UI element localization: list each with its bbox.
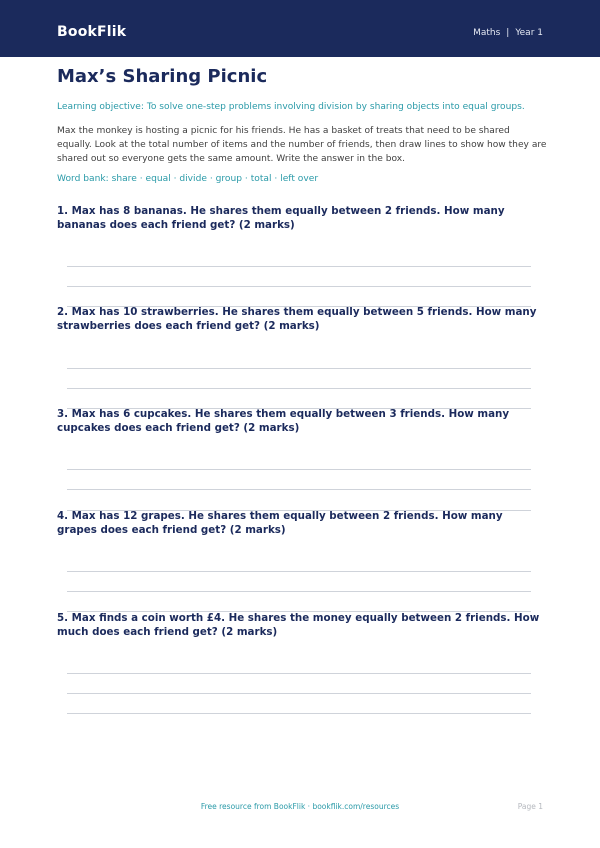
learning-objective: Learning objective: To solve one-step problems involving division by sharing objects into equal groups. [57, 102, 525, 112]
question-3: 3. Max has 6 cupcakes. He shares them equally between 3 friends. How many cupcakes does each friend get? (2 marks) [57, 408, 510, 434]
answer-line-1b[interactable] [67, 286, 531, 287]
footer-credit[interactable]: Free resource from BookFlik · bookflik.com/resources [200, 802, 400, 811]
question-5: 5. Max finds a coin worth £4. He shares the money equally between 2 friends. How much does each friend get? (2 marks) [57, 612, 540, 638]
answer-line-3b[interactable] [67, 489, 531, 490]
question-4: 4. Max has 12 grapes. He shares them equally between 2 friends. How many grapes does each friend get? (2 marks) [57, 510, 503, 536]
answer-line-5a[interactable] [67, 673, 531, 674]
intro-text: Max the monkey is hosting a picnic for his friends. He has a basket of treats that need to be shared equally. Look at the total number of items and the number of friends, then draw lines to show how they are shared out so everyone gets the same amount. Write the answer in the box. [57, 126, 547, 164]
page-title: Max’s Sharing Picnic [57, 66, 268, 87]
year-label: Year 1 [515, 28, 543, 38]
subject-label: Maths [473, 28, 501, 38]
answer-line-3a[interactable] [67, 469, 531, 470]
answer-line-2a[interactable] [67, 368, 531, 369]
answer-line-5c[interactable] [67, 713, 531, 714]
separator: | [506, 28, 510, 38]
word-bank: Word bank: share · equal · divide · group · total · left over [57, 174, 319, 184]
header-bar [0, 0, 600, 57]
brand-logo: BookFlik [57, 24, 127, 40]
answer-line-2b[interactable] [67, 388, 531, 389]
subject-year-label [473, 26, 543, 40]
answer-line-4a[interactable] [67, 571, 531, 572]
answer-line-1a[interactable] [67, 266, 531, 267]
page-number: Page 1 [517, 802, 543, 811]
question-1: 1. Max has 8 bananas. He shares them equally between 2 friends. How many bananas does each friend get? (2 marks) [57, 205, 505, 231]
question-2: 2. Max has 10 strawberries. He shares them equally between 5 friends. How many strawberries does each friend get? (2 marks) [57, 306, 537, 332]
answer-line-5b[interactable] [67, 693, 531, 694]
answer-line-4b[interactable] [67, 591, 531, 592]
